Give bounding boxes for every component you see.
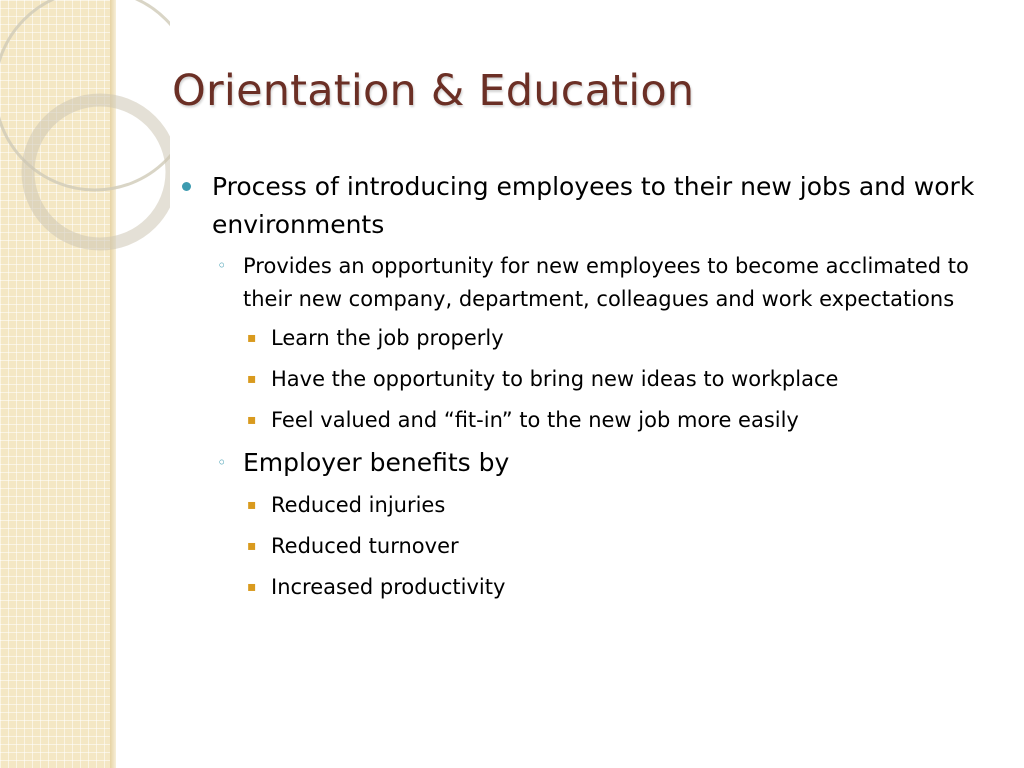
square-bullet-icon: ▪ <box>247 371 257 387</box>
bullet-text: Provides an opportunity for new employees to become acclimated to their new company, department, colleagues and work expectations <box>243 254 969 311</box>
bullet-level3 <box>247 567 998 608</box>
bullet-text: Employer benefits by <box>243 448 510 477</box>
ring-bullet-icon: ◦ <box>217 256 227 275</box>
bullet-text: Learn the job properly <box>271 326 504 350</box>
bullet-level3 <box>247 318 998 359</box>
bullet-dot-icon <box>182 182 191 191</box>
square-bullet-icon: ▪ <box>247 579 257 595</box>
square-bullet-icon: ▪ <box>247 538 257 554</box>
bullet-level3 <box>247 359 998 400</box>
bullet-level3 <box>247 526 998 567</box>
bullet-text: Reduced injuries <box>271 493 446 517</box>
bullet-text: Feel valued and “fit-in” to the new job more easily <box>271 408 799 432</box>
bullet-text: Have the opportunity to bring new ideas to workplace <box>271 367 839 391</box>
bullet-level2 <box>217 443 998 483</box>
bullet-text: Process of introducing employees to their new jobs and work environments <box>212 172 975 239</box>
bullet-level3 <box>247 485 998 526</box>
ring-bullet-icon: ◦ <box>217 453 227 472</box>
slide-body <box>178 168 998 608</box>
square-bullet-icon: ▪ <box>247 330 257 346</box>
bullet-level2 <box>217 250 998 316</box>
square-bullet-icon: ▪ <box>247 497 257 513</box>
bullet-level1 <box>178 168 998 244</box>
bullet-text: Reduced turnover <box>271 534 459 558</box>
bullet-text: Increased productivity <box>271 575 506 599</box>
decorative-rings-icon <box>0 0 170 260</box>
slide-title: Orientation & Education <box>172 66 695 116</box>
square-bullet-icon: ▪ <box>247 412 257 428</box>
bullet-level3 <box>247 400 998 441</box>
